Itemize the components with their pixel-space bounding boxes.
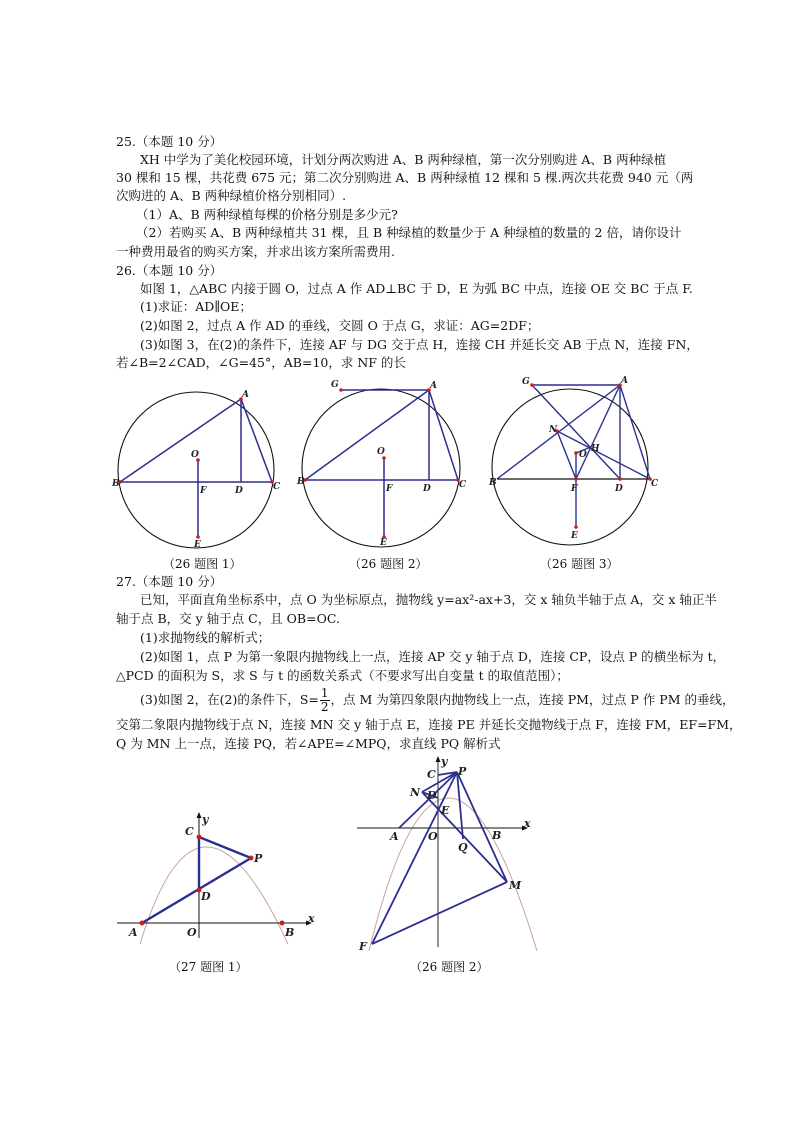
label-b: B [285,926,295,939]
caption-27-2: （26 题图 2） [410,960,489,974]
q26-line-2: (1)求证：AD∥OE； [140,299,252,314]
circle-o [492,389,648,545]
label-a: A [390,830,399,843]
label-o: O [191,450,199,460]
point-g [530,383,534,387]
q27-title: 27.（本题 10 分） [116,574,223,589]
label-h: H [591,444,600,454]
figure-27-1 [112,810,322,945]
q26-line-5: 若∠B=2∠CAD，∠G=45°，AB=10，求 NF 的长 [116,355,406,370]
label-d: D [235,486,243,496]
label-c: C [185,825,194,838]
q26-line-1: 如图 1，△ABC 内接于圆 O，过点 A 作 AD⊥BC 于 D，E 为弧 BC 中点，连接 OE 交 BC 于点 F. [140,281,693,296]
label-c: C [651,479,659,489]
segment-af [576,385,620,479]
caption-26-2: （26 题图 2） [349,557,428,571]
q26-line-4: (3)如图 3，在(2)的条件下，连接 AF 与 DG 交于点 H，连接 CH 并延长交 AB 于点 N，连接 FN， [140,337,699,352]
q27-line-6-start: (3)如图 2，在(2)的条件下，S= [140,692,319,707]
label-e: E [194,540,201,550]
label-g: G [331,380,339,390]
label-c: C [273,482,281,492]
caption-26-3: （26 题图 3） [540,557,619,571]
label-a: A [129,926,138,939]
q25-line-6: 一种费用最省的购买方案，并求出该方案所需费用. [116,244,395,259]
label-o: O [579,450,587,460]
label-x: x [524,817,531,830]
label-n: N [549,425,558,435]
label-m: M [509,879,522,892]
q25-line-4: （1）A、B 两种绿植每棵的价格分别是多少元? [136,207,398,222]
label-a: A [242,390,249,400]
label-a: A [621,376,628,386]
label-g: G [522,377,530,387]
segment-ab [305,390,429,480]
label-y: y [202,813,209,826]
label-e: E [441,804,450,817]
label-o: O [377,447,385,457]
label-d: D [615,484,623,494]
label-d: D [423,484,431,494]
label-x: x [308,912,315,925]
label-d: D [427,789,437,802]
point-c [197,835,202,840]
q27-line-2: 轴于点 B，交 y 轴于点 C，且 OB=OC. [116,611,340,626]
q26-title: 26.（本题 10 分） [116,263,223,278]
q27-line-6-end: ，点 M 为第四象限内抛物线上一点，连接 PM，过点 P 作 PM 的垂线， [330,692,735,707]
label-b: B [489,478,497,488]
label-o: O [187,926,197,939]
q25-title: 25.（本题 10 分） [116,134,223,149]
point-d [618,477,622,481]
segment-ab [120,399,241,482]
caption-26-1: （26 题图 1） [163,557,242,571]
q27-line-8: Q 为 MN 上一点，连接 PQ，若∠APE=∠MPQ，求直线 PQ 解析式 [116,736,501,751]
figure-26-1 [112,385,287,555]
label-d: D [201,890,211,903]
parabola [369,798,537,951]
caption-27-1: （27 题图 1） [169,960,248,974]
figure-26-2 [297,375,472,548]
label-c: C [459,480,467,490]
parabola [140,847,288,944]
label-b: B [492,829,502,842]
point-p [249,856,254,861]
fraction-denominator: 2 [320,700,329,714]
q27-line-3: (1)求抛物线的解析式； [140,630,271,645]
segment-ac [429,390,458,480]
label-b: B [297,477,305,487]
segment-ac [241,399,272,482]
label-a: A [430,381,437,391]
q27-line-4: (2)如图 1，点 P 为第一象限内抛物线上一点，连接 AP 交 y 轴于点 D，连接 CP，设点 P 的横坐标为 t， [140,649,726,664]
point-o [574,451,578,455]
label-y: y [441,755,448,768]
segment-pm [457,772,507,882]
point-e [574,525,578,529]
q27-line-6 [140,687,734,714]
label-e: E [380,538,387,548]
q25-line-5: （2）若购买 A、B 两种绿植共 31 棵，且 B 种绿植的数量少于 A 种绿植的数量的 2 倍，请你设计 [136,225,682,240]
y-axis-arrow [197,812,202,818]
segment-ac [620,385,650,479]
label-o: O [428,830,438,843]
figure-26-3 [487,375,662,545]
fraction-numerator: 1 [320,686,329,700]
label-f: F [386,484,393,494]
y-axis-arrow [436,756,441,762]
segment-cn [557,431,650,479]
label-c: C [427,768,436,781]
label-p: P [254,852,263,865]
segment-nf [557,431,576,479]
label-q: Q [458,841,468,854]
label-b: B [112,479,120,489]
q25-line-3: 次购进的 A、B 两种绿植价格分别相同）. [116,188,347,203]
q25-line-1: XH 中学为了美化校园环境，计划分两次购进 A、B 两种绿植，第一次分别购进 A、B 两种绿植 [140,152,667,167]
q26-line-3: (2)如图 2，过点 A 作 AD 的垂线，交圆 O 于点 G，求证：AG=2DF； [140,318,540,333]
q27-line-1: 已知，平面直角坐标系中，点 O 为坐标原点，抛物线 y=ax²-ax+3，交 x 轴负半轴于点 A，交 x 轴正半 [140,592,717,607]
point-b [280,921,285,926]
point-g [339,388,343,392]
point-a [140,921,145,926]
q25-line-2: 30 棵和 15 棵，共花费 675 元；第二次分别购进 A、B 两种绿植 12 棵和 5 棵.两次共花费 940 元（两 [116,170,694,185]
label-e: E [571,531,578,541]
fraction-one-half [320,687,330,714]
circle-o [118,392,274,548]
label-p: P [458,765,467,778]
q27-line-5: △PCD 的面积为 S，求 S 与 t 的函数关系式（不要求写出自变量 t 的取值范围）； [116,668,569,683]
figure-27-2 [352,755,532,955]
segment-ap [142,858,251,923]
label-f: F [571,484,578,494]
segment-fm [372,882,507,944]
q27-line-7: 交第二象限内抛物线于点 N，连接 MN 交 y 轴于点 E，连接 PE 并延长交抛物线于点 F，连接 FM，EF=FM， [116,717,742,732]
label-f: F [200,486,207,496]
label-f: F [359,940,367,953]
point-f [574,477,578,481]
label-n: N [410,786,421,799]
point-e [196,535,200,539]
